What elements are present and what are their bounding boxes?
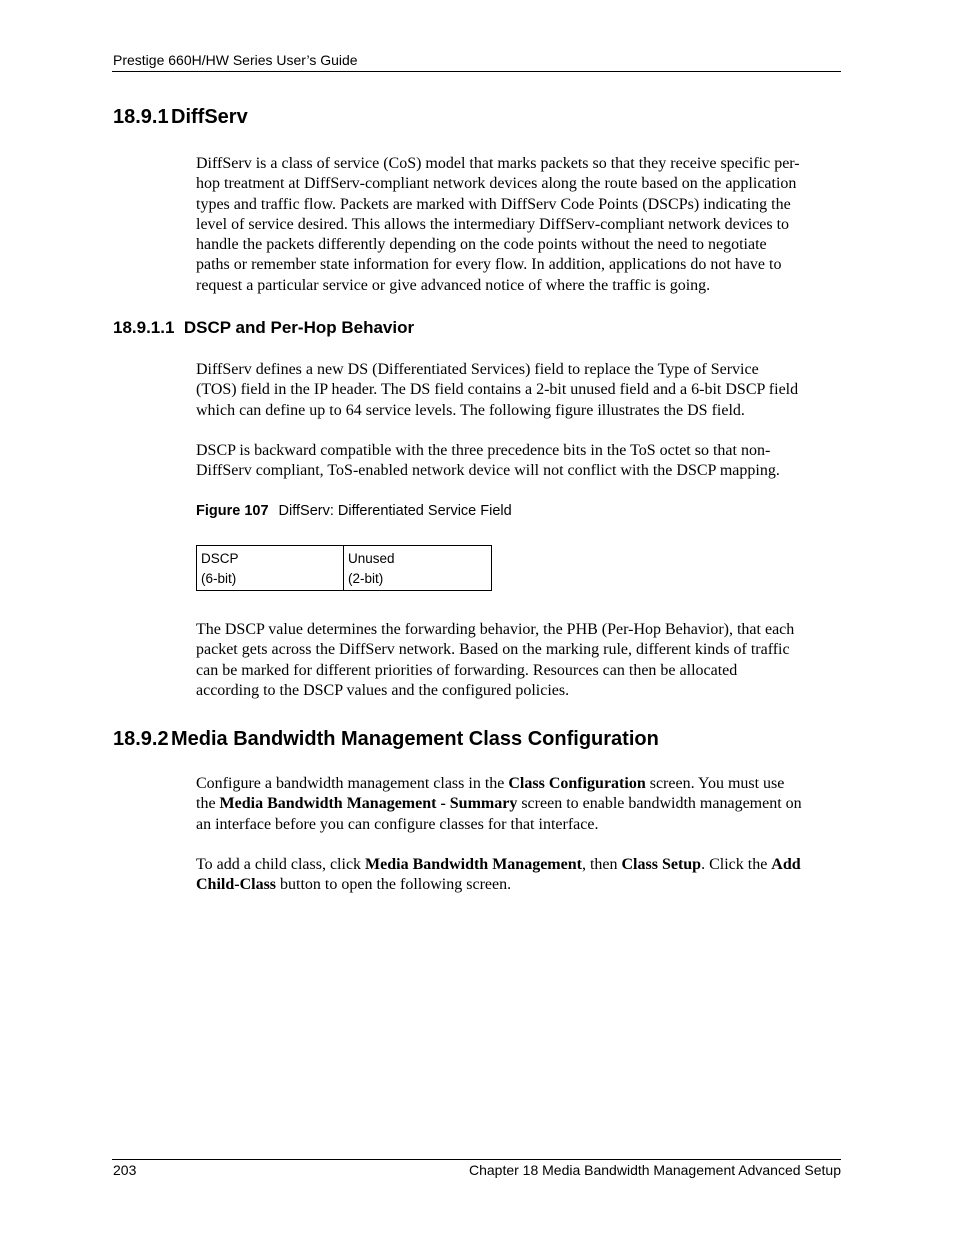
- text-line: an interface before you can configure classes for that interface.: [196, 815, 599, 833]
- class-config-paragraph-2: [196, 855, 846, 896]
- ui-term-class-setup: Class Setup: [621, 856, 702, 873]
- diffserv-paragraph: [196, 154, 846, 296]
- text-line: DiffServ is a class of service (CoS) model that marks packets so that they receive specific per-: [196, 155, 800, 172]
- ds-field-diagram: [196, 545, 492, 591]
- text-run: . Click the: [701, 856, 772, 873]
- dscp-field-cell: [197, 546, 344, 590]
- text-line: [196, 855, 846, 875]
- dscp-paragraph-1: [196, 360, 846, 421]
- running-header: Prestige 660H/HW Series User’s Guide: [113, 52, 358, 68]
- field-name: DSCP: [201, 551, 239, 566]
- text-line: which can define up to 64 service levels. The following figure illustrates the DS field.: [196, 401, 745, 419]
- text-line: types and traffic flow. Packets are marked with DiffServ Code Points (DSCPs) indicating the: [196, 195, 791, 213]
- text-run: , then: [581, 856, 622, 873]
- subsection-title: DSCP and Per-Hop Behavior: [183, 318, 415, 337]
- field-size: (6-bit): [201, 571, 237, 586]
- section-number: 18.9.1: [113, 106, 169, 128]
- class-config-paragraph-1: [196, 774, 846, 835]
- chapter-title: Chapter 18 Media Bandwidth Management Advanced Setup: [468, 1162, 841, 1178]
- text-run: button to open the following screen.: [276, 876, 512, 894]
- text-run: To add a child class, click: [196, 856, 366, 873]
- text-line: packet gets across the DiffServ network. Based on the marking rule, different kinds of traffic: [196, 641, 790, 659]
- unused-field-cell: [344, 546, 491, 590]
- ui-term-class-configuration: Class Configuration: [508, 775, 646, 792]
- page-number: 203: [113, 1162, 137, 1178]
- text-line: [196, 875, 846, 895]
- text-line: handle the packets differently depending on the code points without the need to negotiate: [196, 236, 767, 254]
- ui-term-media-bandwidth-management: Media Bandwidth Management: [365, 856, 582, 873]
- dscp-paragraph-3: [196, 620, 846, 701]
- text-line: request a particular service or give advanced notice of where the traffic is going.: [196, 276, 711, 294]
- text-run: screen to enable bandwidth management on: [517, 795, 802, 813]
- section-title: DiffServ: [171, 106, 248, 128]
- text-line: [196, 794, 846, 814]
- text-line: paths or remember state information for every flow. In addition, applications do not have to: [196, 256, 782, 274]
- text-line: level of service desired. This allows the intermediary DiffServ-compliant network devices to: [196, 215, 790, 233]
- text-line: DiffServ compliant, ToS-enabled network device will not conflict with the DSCP mapping.: [196, 462, 780, 480]
- ui-term-summary-screen: Media Bandwidth Management - Summary: [219, 795, 518, 813]
- ui-term-add: Add: [771, 856, 801, 873]
- text-line: The DSCP value determines the forwarding behavior, the PHB (Per-Hop Behavior), that each: [196, 621, 795, 638]
- text-run: Configure a bandwidth management class in the: [196, 775, 509, 792]
- text-line: according to the DSCP values and the configured policies.: [196, 681, 570, 699]
- ui-term-child-class: Child-Class: [196, 876, 277, 894]
- text-run: screen. You must use: [645, 775, 785, 792]
- section-heading-class-config: [113, 728, 659, 751]
- footer-divider: [112, 1159, 841, 1160]
- text-line: DSCP is backward compatible with the three precedence bits in the ToS octet so that non-: [196, 442, 771, 459]
- subsection-heading-dscp: [113, 318, 414, 338]
- section-number: 18.9.2: [113, 728, 169, 750]
- figure-label: Figure 107: [196, 503, 269, 519]
- figure-caption: [196, 503, 512, 519]
- header-divider: [112, 71, 841, 72]
- text-line: DiffServ defines a new DS (Differentiated Services) field to replace the Type of Service: [196, 361, 759, 378]
- text-line: (TOS) field in the IP header. The DS field contains a 2-bit unused field and a 6-bit DSCP field: [196, 381, 799, 399]
- field-name: Unused: [348, 551, 395, 566]
- text-line: hop treatment at DiffServ-compliant network devices along the route based on the application: [196, 175, 797, 193]
- text-line: can be marked for different priorities of forwarding. Resources can then be allocated: [196, 661, 738, 679]
- figure-caption-text: DiffServ: Differentiated Service Field: [278, 503, 512, 519]
- field-size: (2-bit): [348, 571, 384, 586]
- dscp-paragraph-2: [196, 441, 846, 482]
- section-title: Media Bandwidth Management Class Configuration: [171, 728, 659, 750]
- subsection-number: 18.9.1.1: [113, 318, 175, 337]
- section-heading-diffserv: [113, 106, 248, 129]
- text-line: [196, 774, 846, 794]
- text-run: the: [196, 795, 220, 813]
